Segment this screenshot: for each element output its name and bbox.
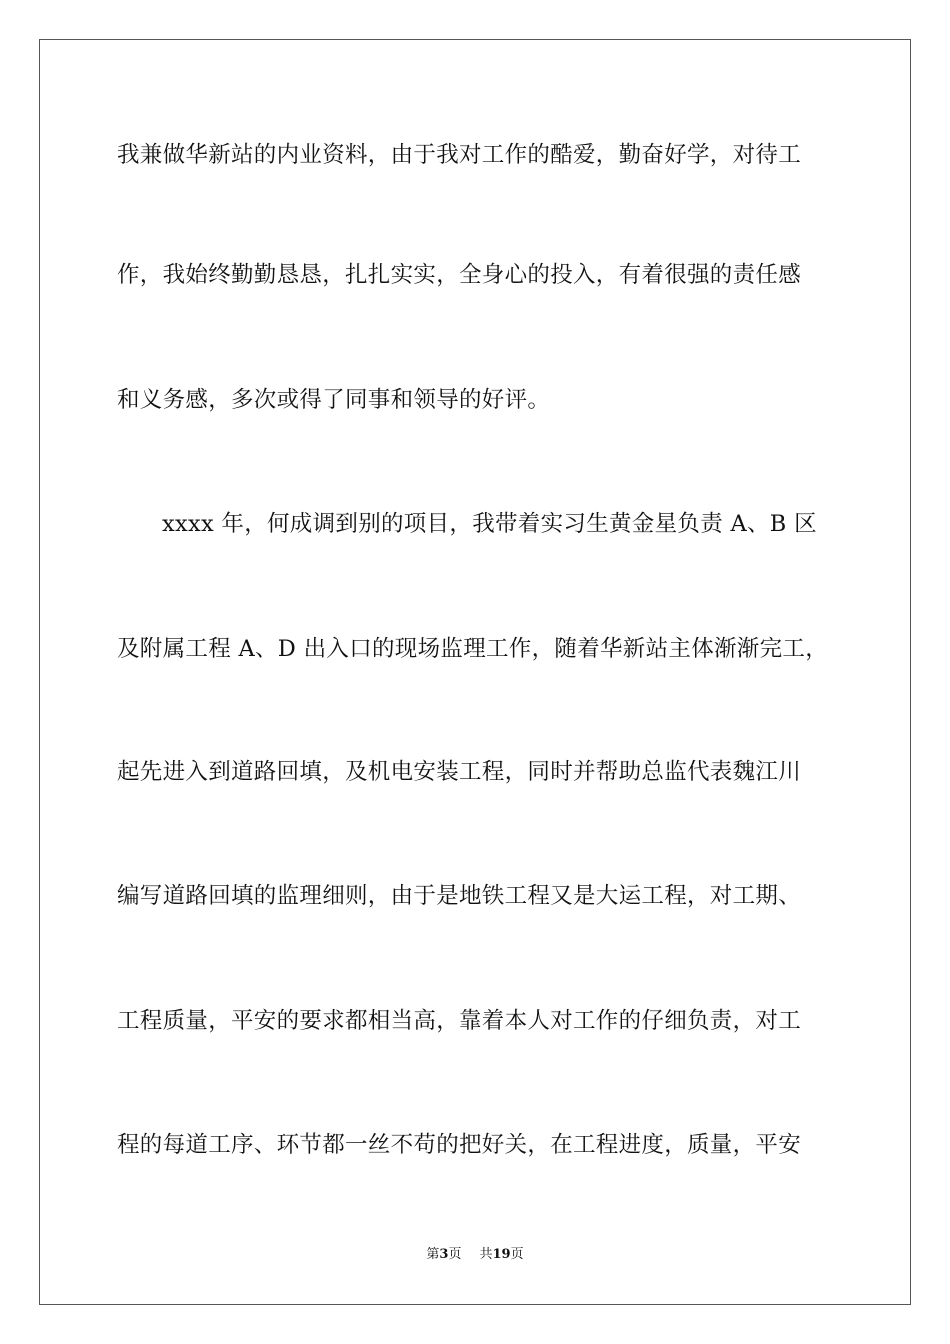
footer-page-prefix: 第 bbox=[426, 1247, 440, 1262]
footer-total-pages: 19 bbox=[492, 1247, 511, 1262]
footer-page-number: 3 bbox=[439, 1247, 449, 1262]
body-text-line-4: xxxx 年，何成调到别的项目，我带着实习生黄金星负责 A、B 区 bbox=[162, 511, 817, 537]
footer-page-suffix: 页 bbox=[448, 1247, 462, 1262]
body-text-line-6: 起先进入到道路回填，及机电安装工程，同时并帮助总监代表魏江川 bbox=[117, 759, 802, 785]
body-text-line-2: 作，我始终勤勤恳恳，扎扎实实，全身心的投入，有着很强的责任感 bbox=[117, 262, 802, 288]
page-frame bbox=[39, 39, 911, 1305]
body-text-line-7: 编写道路回填的监理细则，由于是地铁工程又是大运工程，对工期、 bbox=[117, 883, 802, 909]
body-text-line-3: 和义务感，多次或得了同事和领导的好评。 bbox=[117, 387, 551, 413]
page-footer bbox=[0, 1246, 950, 1264]
body-text-line-5: 及附属工程 A、D 出入口的现场监理工作，随着华新站主体渐渐完工， bbox=[117, 636, 828, 662]
footer-total-suffix: 页 bbox=[510, 1247, 524, 1262]
body-text-line-9: 程的每道工序、环节都一丝不苟的把好关，在工程进度，质量，平安 bbox=[117, 1132, 802, 1158]
body-text-line-1: 我兼做华新站的内业资料，由于我对工作的酷爱，勤奋好学，对待工 bbox=[117, 142, 802, 168]
body-text-line-8: 工程质量，平安的要求都相当高，靠着本人对工作的仔细负责，对工 bbox=[117, 1008, 802, 1034]
footer-total-prefix: 共 bbox=[479, 1247, 493, 1262]
